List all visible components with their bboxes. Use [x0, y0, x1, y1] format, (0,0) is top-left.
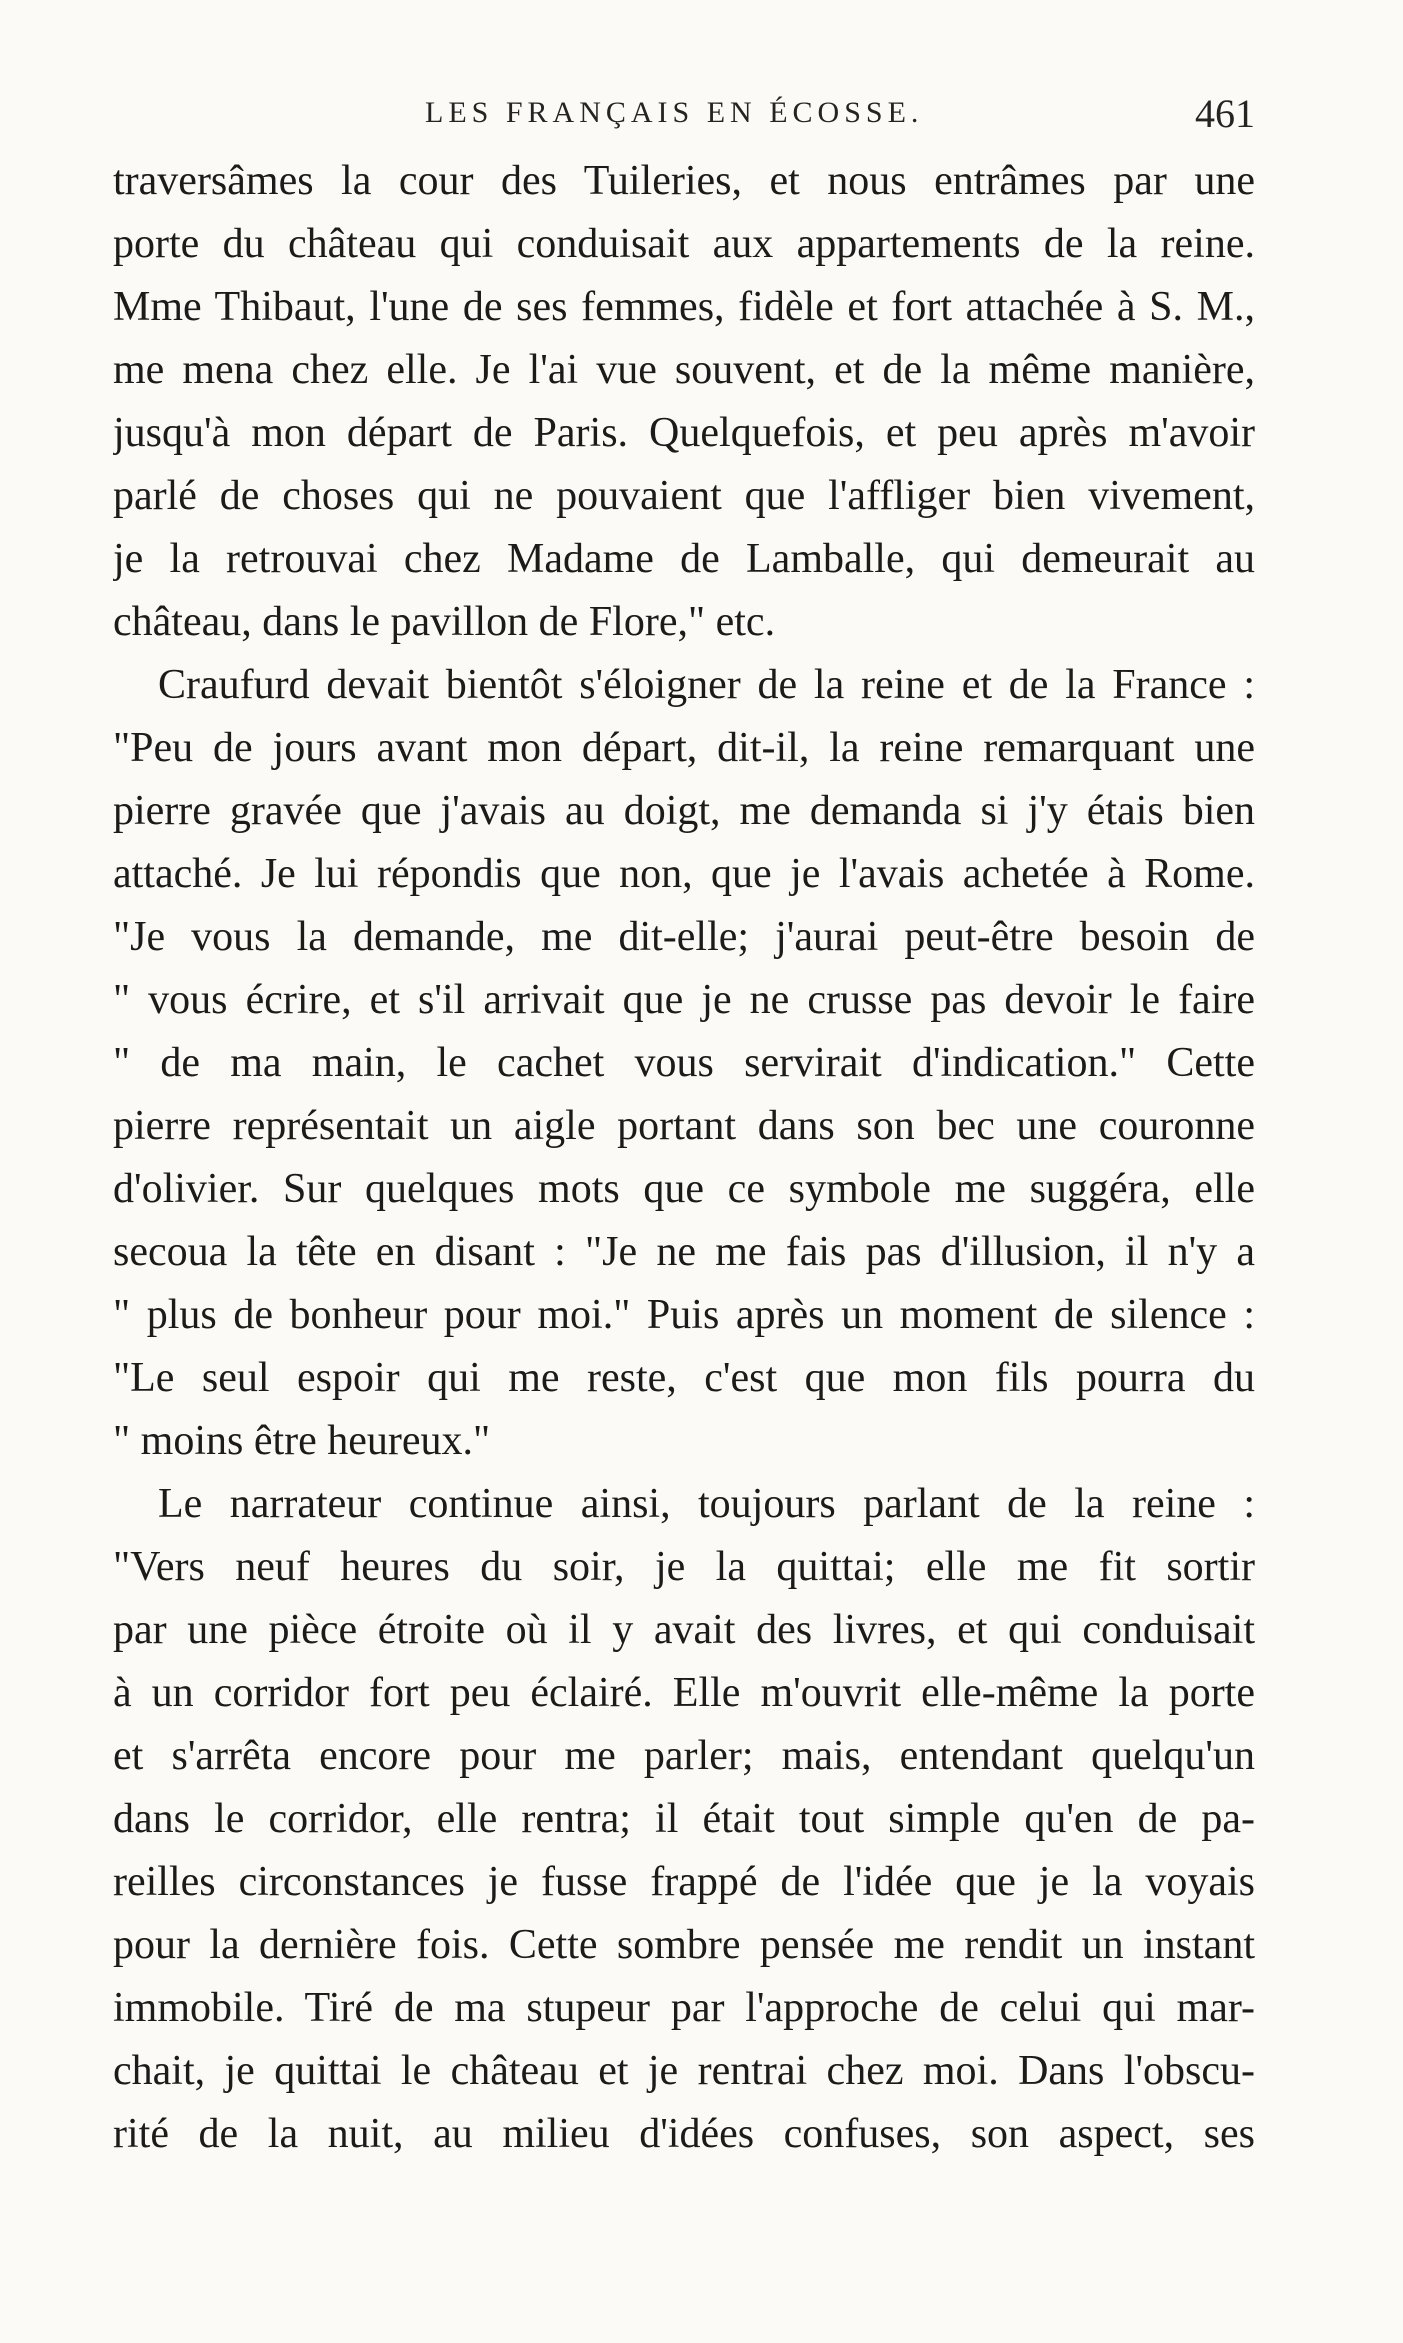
- text-line: " de ma main, le cachet vous servirait d'indication." Cette: [113, 1040, 1255, 1086]
- text-line: d'olivier. Sur quelques mots que ce symbole me suggéra, elle: [113, 1166, 1255, 1212]
- text-line: pierre gravée que j'avais au doigt, me demanda si j'y étais bien: [113, 788, 1255, 834]
- text-line: "Le seul espoir qui me reste, c'est que mon fils pourra du: [113, 1355, 1255, 1401]
- text-line: pour la dernière fois. Cette sombre pensée me rendit un instant: [113, 1922, 1255, 1968]
- text-line: parlé de choses qui ne pouvaient que l'affliger bien vivement,: [113, 473, 1255, 519]
- text-line: " plus de bonheur pour moi." Puis après un moment de silence :: [113, 1292, 1255, 1338]
- text-line: secoua la tête en disant : "Je ne me fais pas d'illusion, il n'y a: [113, 1229, 1255, 1275]
- running-title: LES FRANÇAIS EN ÉCOSSE.: [425, 96, 924, 129]
- text-line: jusqu'à mon départ de Paris. Quelquefois, et peu après m'avoir: [113, 410, 1255, 456]
- text-line: immobile. Tiré de ma stupeur par l'approche de celui qui mar-: [113, 1985, 1255, 2031]
- page-number: 461: [1195, 91, 1255, 136]
- text-line: Le narrateur continue ainsi, toujours parlant de la reine :: [158, 1481, 1255, 1527]
- text-line: rité de la nuit, au milieu d'idées confuses, son aspect, ses: [113, 2111, 1255, 2157]
- text-line: me mena chez elle. Je l'ai vue souvent, et de la même manière,: [113, 347, 1255, 393]
- text-line: et s'arrêta encore pour me parler; mais, entendant quelqu'un: [113, 1733, 1255, 1779]
- text-line: je la retrouvai chez Madame de Lamballe, qui demeurait au: [113, 536, 1255, 582]
- text-line: attaché. Je lui répondis que non, que je l'avais achetée à Rome.: [113, 851, 1255, 897]
- text-line: reilles circonstances je fusse frappé de l'idée que je la voyais: [113, 1859, 1255, 1905]
- running-head: [110, 91, 1255, 146]
- text-line: traversâmes la cour des Tuileries, et nous entrâmes par une: [113, 158, 1255, 204]
- text-line: " vous écrire, et s'il arrivait que je ne crusse pas devoir le faire: [113, 977, 1255, 1023]
- text-line: " moins être heureux.": [113, 1418, 491, 1464]
- text-line: par une pièce étroite où il y avait des livres, et qui conduisait: [113, 1607, 1255, 1653]
- body-text: [113, 150, 1255, 2166]
- text-line: pierre représentait un aigle portant dans son bec une couronne: [113, 1103, 1255, 1149]
- text-line: dans le corridor, elle rentra; il était tout simple qu'en de pa-: [113, 1796, 1255, 1842]
- text-line: "Peu de jours avant mon départ, dit-il, la reine remarquant une: [113, 725, 1255, 771]
- text-line: château, dans le pavillon de Flore," etc.: [113, 599, 776, 645]
- text-line: à un corridor fort peu éclairé. Elle m'ouvrit elle-même la porte: [113, 1670, 1255, 1716]
- text-line: Mme Thibaut, l'une de ses femmes, fidèle et fort attachée à S. M.,: [113, 284, 1255, 330]
- text-line: "Je vous la demande, me dit-elle; j'aurai peut-être besoin de: [113, 914, 1255, 960]
- text-line: porte du château qui conduisait aux appartements de la reine.: [113, 221, 1255, 267]
- text-line: Craufurd devait bientôt s'éloigner de la reine et de la France :: [158, 662, 1255, 708]
- text-line: chait, je quittai le château et je rentrai chez moi. Dans l'obscu-: [113, 2048, 1255, 2094]
- text-line: "Vers neuf heures du soir, je la quittai; elle me fit sortir: [113, 1544, 1255, 1590]
